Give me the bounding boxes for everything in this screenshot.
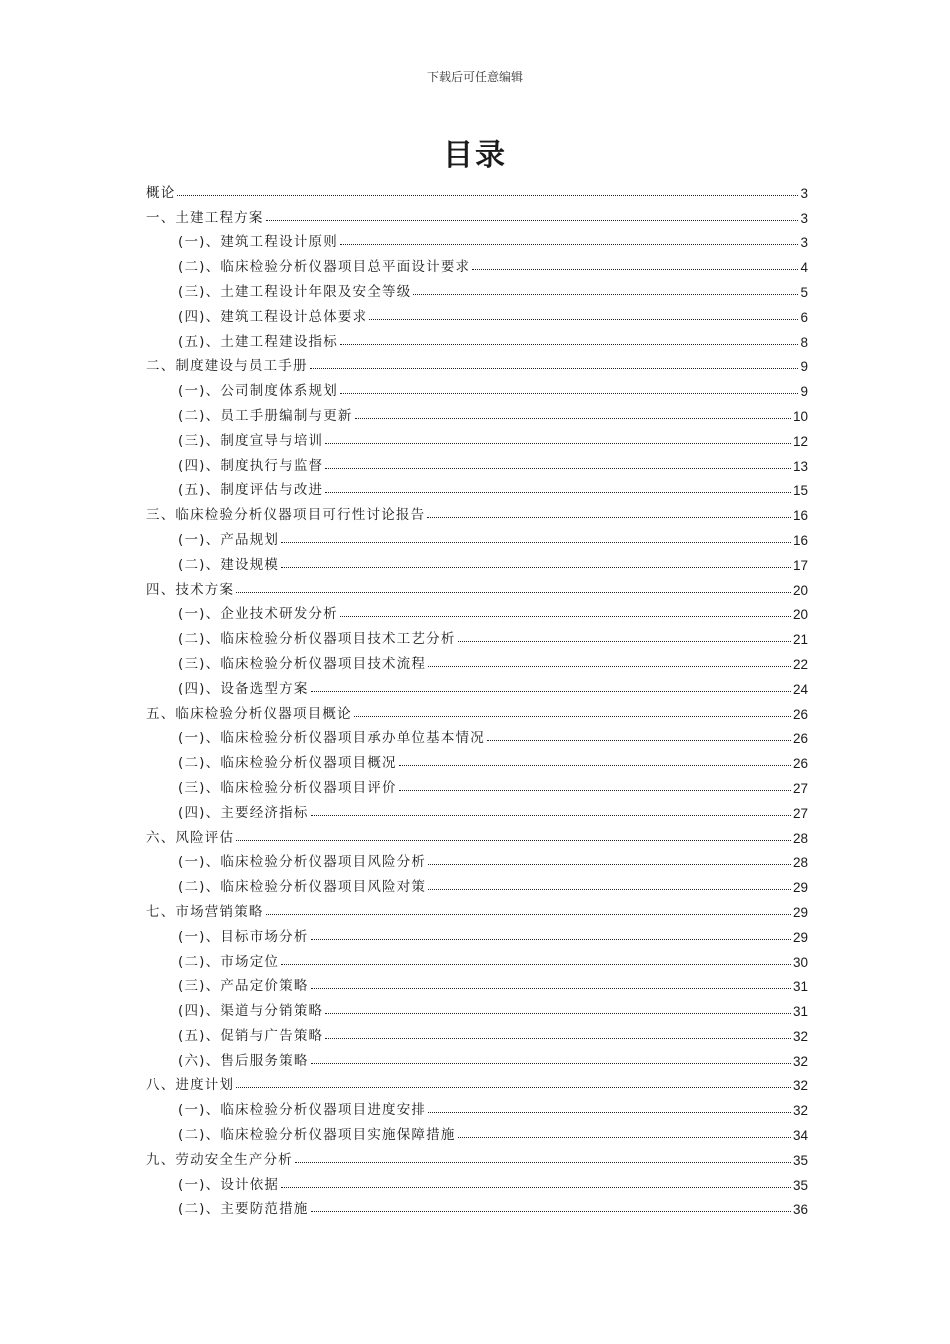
table-of-contents [146,176,808,1217]
toc-leader-dots [458,1137,791,1138]
toc-entry-text: 一、土建工程方案 [146,209,264,226]
toc-entry-text: (三)、临床检验分析仪器项目评价 [178,779,397,796]
toc-entry[interactable] [146,846,808,871]
toc-entry-text: 二、制度建设与员工手册 [146,358,308,375]
toc-entry[interactable] [146,1093,808,1118]
toc-page-number: 24 [792,681,808,697]
toc-leader-dots [428,864,791,865]
toc-entry[interactable] [146,796,808,821]
toc-entry-text: (一)、设计依据 [178,1176,280,1193]
toc-page-number: 36 [792,1202,808,1218]
toc-leader-dots [340,393,799,394]
toc-entry-text: 概论 [146,184,176,201]
toc-leader-dots [325,1013,791,1014]
toc-page-number: 22 [792,656,808,672]
toc-page-number: 30 [792,954,808,970]
toc-page-number: 16 [792,532,808,548]
toc-leader-dots [427,517,791,518]
toc-leader-dots [340,244,799,245]
toc-page-number: 27 [792,805,808,821]
toc-entry-text: (四)、渠道与分销策略 [178,1003,324,1020]
toc-entry[interactable] [146,970,808,995]
toc-entry-text: (四)、制度执行与监督 [178,457,324,474]
toc-entry-text: (三)、临床检验分析仪器项目技术流程 [178,655,427,672]
toc-page-number: 32 [792,1028,808,1044]
toc-leader-dots [340,344,799,345]
toc-entry[interactable] [146,1193,808,1218]
toc-entry[interactable] [146,399,808,424]
toc-leader-dots [310,368,799,369]
toc-page-number: 34 [792,1128,808,1144]
toc-page-number: 17 [792,557,808,573]
toc-page-number: 29 [792,880,808,896]
toc-entry-text: (五)、土建工程建设指标 [178,333,338,350]
page-title: 目录 [443,138,507,173]
toc-entry-text: (一)、企业技术研发分析 [178,606,338,623]
toc-entry[interactable] [146,945,808,970]
toc-entry-text: (一)、公司制度体系规划 [178,383,338,400]
toc-entry[interactable] [146,722,808,747]
toc-entry-text: (二)、建设规模 [178,556,280,573]
toc-leader-dots [281,567,791,568]
toc-leader-dots [325,492,791,493]
toc-page-number: 3 [800,185,808,201]
toc-entry[interactable] [146,994,808,1019]
toc-leader-dots [266,914,791,915]
toc-entry[interactable] [146,1019,808,1044]
toc-page-number: 20 [792,607,808,623]
toc-entry-text: (三)、制度宣导与培训 [178,432,324,449]
toc-entry[interactable] [146,1143,808,1168]
toc-entry[interactable] [146,374,808,399]
toc-page-number: 10 [792,408,808,424]
toc-entry[interactable] [146,1118,808,1143]
toc-entry[interactable] [146,573,808,598]
toc-entry[interactable] [146,1168,808,1193]
toc-page-number: 28 [792,855,808,871]
toc-entry[interactable] [146,498,808,523]
toc-page-number: 27 [792,780,808,796]
toc-leader-dots [236,1087,791,1088]
toc-entry[interactable] [146,1044,808,1069]
toc-page-number: 26 [792,756,808,772]
toc-entry[interactable] [146,672,808,697]
toc-page-number: 9 [800,359,808,375]
toc-entry[interactable] [146,449,808,474]
toc-entry-text: (三)、土建工程设计年限及安全等级 [178,283,412,300]
toc-leader-dots [295,1162,791,1163]
toc-page-number: 29 [792,929,808,945]
toc-page-number: 32 [792,1103,808,1119]
toc-page-number: 6 [800,309,808,325]
toc-entry[interactable] [146,920,808,945]
toc-entry[interactable] [146,275,808,300]
toc-entry-text: 五、临床检验分析仪器项目概论 [146,705,352,722]
toc-leader-dots [311,691,791,692]
toc-page-number: 16 [792,508,808,524]
toc-entry-text: (一)、临床检验分析仪器项目风险分析 [178,854,427,871]
toc-page-number: 32 [792,1078,808,1094]
toc-leader-dots [311,1211,791,1212]
toc-entry[interactable] [146,176,808,201]
toc-entry[interactable] [146,647,808,672]
toc-page-number: 28 [792,830,808,846]
toc-page-number: 31 [792,1004,808,1020]
toc-page-number: 21 [792,632,808,648]
toc-entry[interactable] [146,250,808,275]
toc-entry-text: (一)、产品规划 [178,531,280,548]
toc-leader-dots [428,889,791,890]
toc-entry-text: (二)、临床检验分析仪器项目总平面设计要求 [178,259,471,276]
toc-leader-dots [399,765,791,766]
toc-entry-text: 六、风险评估 [146,829,235,846]
toc-leader-dots [355,418,791,419]
toc-page-number: 3 [800,235,808,251]
toc-entry-text: (二)、临床检验分析仪器项目技术工艺分析 [178,631,456,648]
toc-entry-text: (二)、临床检验分析仪器项目概况 [178,755,397,772]
toc-page-number: 15 [792,483,808,499]
toc-page-number: 12 [792,433,808,449]
toc-entry[interactable] [146,1069,808,1094]
toc-entry-text: (四)、主要经济指标 [178,804,309,821]
toc-entry[interactable] [146,226,808,251]
toc-entry[interactable] [146,474,808,499]
toc-page-number: 4 [800,260,808,276]
toc-entry[interactable] [146,523,808,548]
toc-leader-dots [311,1063,791,1064]
toc-entry[interactable] [146,746,808,771]
toc-leader-dots [428,1112,791,1113]
toc-entry-text: 三、临床检验分析仪器项目可行性讨论报告 [146,507,426,524]
toc-entry[interactable] [146,622,808,647]
toc-entry-text: (三)、产品定价策略 [178,978,309,995]
toc-page-number: 29 [792,904,808,920]
toc-entry-text: (二)、临床检验分析仪器项目风险对策 [178,879,427,896]
toc-leader-dots [354,716,791,717]
toc-entry[interactable] [146,821,808,846]
toc-leader-dots [413,294,798,295]
toc-entry-text: (一)、临床检验分析仪器项目进度安排 [178,1102,427,1119]
toc-page-number: 8 [800,334,808,350]
toc-leader-dots [325,468,791,469]
toc-leader-dots [487,740,791,741]
toc-page-number: 5 [800,284,808,300]
toc-entry[interactable] [146,300,808,325]
toc-page-number: 35 [792,1152,808,1168]
toc-leader-dots [311,939,791,940]
toc-entry[interactable] [146,350,808,375]
toc-entry[interactable] [146,895,808,920]
toc-entry-text: 八、进度计划 [146,1077,235,1094]
toc-leader-dots [266,220,799,221]
toc-entry[interactable] [146,325,808,350]
toc-leader-dots [369,319,798,320]
toc-page-number: 26 [792,731,808,747]
toc-entry-text: (五)、促销与广告策略 [178,1027,324,1044]
toc-leader-dots [340,616,791,617]
toc-entry-text: 七、市场营销策略 [146,903,264,920]
toc-page-number: 9 [800,384,808,400]
toc-leader-dots [236,592,791,593]
toc-leader-dots [236,840,791,841]
toc-entry-text: (二)、市场定位 [178,953,280,970]
toc-entry[interactable] [146,697,808,722]
toc-entry[interactable] [146,201,808,226]
toc-entry-text: (四)、设备选型方案 [178,680,309,697]
toc-entry[interactable] [146,771,808,796]
toc-entry-text: (二)、临床检验分析仪器项目实施保障措施 [178,1127,456,1144]
toc-leader-dots [325,1038,791,1039]
header-note: 下载后可任意编辑 [426,70,523,84]
toc-entry-text: (四)、建筑工程设计总体要求 [178,308,368,325]
toc-page-number: 35 [792,1177,808,1193]
toc-entry-text: (一)、目标市场分析 [178,928,309,945]
toc-page-number: 26 [792,706,808,722]
toc-leader-dots [472,269,798,270]
toc-page-number: 20 [792,582,808,598]
toc-entry[interactable] [146,598,808,623]
toc-entry-text: 九、劳动安全生产分析 [146,1151,293,1168]
toc-entry-text: 四、技术方案 [146,581,235,598]
toc-leader-dots [281,542,791,543]
toc-page-number: 32 [792,1053,808,1069]
toc-entry-text: (二)、主要防范措施 [178,1201,309,1218]
toc-leader-dots [177,195,798,196]
toc-entry[interactable] [146,870,808,895]
toc-entry-text: (一)、建筑工程设计原则 [178,234,338,251]
toc-entry[interactable] [146,548,808,573]
toc-entry-text: (一)、临床检验分析仪器项目承办单位基本情况 [178,730,485,747]
toc-entry-text: (五)、制度评估与改进 [178,482,324,499]
toc-page-number: 13 [792,458,808,474]
toc-leader-dots [311,988,791,989]
toc-entry-text: (六)、售后服务策略 [178,1052,309,1069]
toc-leader-dots [428,666,791,667]
toc-entry-text: (二)、员工手册编制与更新 [178,407,353,424]
toc-leader-dots [399,790,791,791]
toc-leader-dots [281,964,791,965]
toc-entry[interactable] [146,424,808,449]
toc-page-number: 3 [800,210,808,226]
toc-leader-dots [325,443,791,444]
toc-leader-dots [311,815,791,816]
toc-leader-dots [281,1187,791,1188]
toc-page-number: 31 [792,979,808,995]
toc-leader-dots [458,641,791,642]
